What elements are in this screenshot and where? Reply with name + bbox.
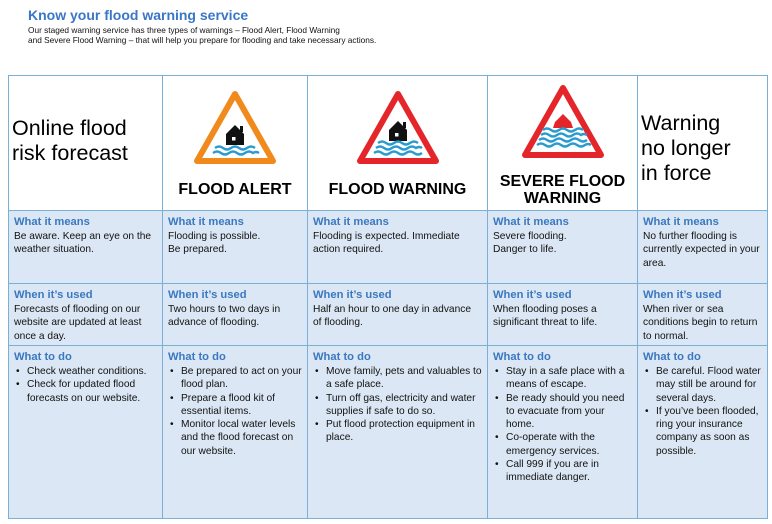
section-title: When it’s used <box>313 289 392 301</box>
flood-alert-icon <box>193 90 277 166</box>
no-longer-line-1: Warning <box>641 111 721 135</box>
list-item: • Be prepared to act on your flood plan. <box>168 365 302 392</box>
flood-warning-icon <box>356 90 440 166</box>
flood-warning-label: FLOOD WARNING <box>328 181 467 198</box>
header-severe-flood-warning <box>488 76 638 211</box>
no-longer-heading <box>641 111 731 186</box>
header-flood-warning <box>308 76 488 211</box>
list-item: • Call 999 if you are in immediate danger. <box>493 458 632 485</box>
list-item: • Monitor local water levels and the flood forecast on our website. <box>168 418 302 458</box>
list-item: • Turn off gas, electricity and water supplies if safe to do so. <box>313 392 482 419</box>
todo-severe-flood-warning <box>488 346 638 518</box>
list-item: • If you’ve been flooded, ring your insurance company as soon as possible. <box>643 405 762 458</box>
severe-label-line-1: SEVERE FLOOD <box>499 173 626 190</box>
online-forecast-line-2: risk forecast <box>12 141 128 165</box>
means-severe-flood-warning <box>488 211 638 284</box>
used-severe-flood-warning <box>488 284 638 346</box>
page-title: Know your flood warning service <box>28 7 249 23</box>
list-item: • Be ready should you need to evacuate from your home. <box>493 392 632 432</box>
section-title: What to do <box>493 351 551 363</box>
section-title: When it’s used <box>168 289 247 301</box>
section-title: What to do <box>168 351 226 363</box>
means-online-forecast <box>9 211 163 284</box>
list-item: • Check for updated flood forecasts on our website. <box>14 378 157 405</box>
todo-list <box>643 365 762 458</box>
header-flood-alert <box>163 76 308 211</box>
no-longer-line-2: no longer <box>641 136 731 160</box>
todo-flood-warning <box>308 346 488 518</box>
section-title: What to do <box>313 351 371 363</box>
section-title: What to do <box>643 351 701 363</box>
used-flood-alert <box>163 284 308 346</box>
flood-warning-table <box>8 75 768 519</box>
severe-flood-warning-icon <box>521 84 605 160</box>
intro-line-1: Our staged warning service has three types of warnings – Flood Alert, Flood Warning <box>28 25 340 35</box>
no-longer-line-3: in force <box>641 161 712 185</box>
section-title: What it means <box>313 216 389 228</box>
list-item: • Prepare a flood kit of essential items. <box>168 392 302 419</box>
section-text: No further flooding is currently expected in your area. <box>643 231 760 269</box>
header-online-forecast <box>9 76 163 211</box>
section-title: What it means <box>168 216 244 228</box>
means-no-longer-in-force <box>638 211 767 284</box>
section-text: Two hours to two days in advance of flooding. <box>168 304 281 329</box>
list-item: • Move family, pets and valuables to a safe place. <box>313 365 482 392</box>
intro-text <box>28 25 376 45</box>
means-flood-alert <box>163 211 308 284</box>
intro-line-2: and Severe Flood Warning – that will help you prepare for flooding and take necessary actions. <box>28 35 377 45</box>
section-text: Half an hour to one day in advance of flooding. <box>313 304 472 329</box>
todo-no-longer-in-force <box>638 346 767 518</box>
section-title: What it means <box>493 216 569 228</box>
section-title: What to do <box>14 351 72 363</box>
section-text: Flooding is expected. Immediate action required. <box>313 231 460 256</box>
severe-label-line-2: WARNING <box>523 190 602 207</box>
list-item: • Put flood protection equipment in place. <box>313 418 482 445</box>
section-title: What it means <box>643 216 719 228</box>
list-item: • Co-operate with the emergency services. <box>493 431 632 458</box>
section-text: When river or sea conditions begin to return to normal. <box>643 304 758 342</box>
section-title: When it’s used <box>493 289 572 301</box>
used-online-forecast <box>9 284 163 346</box>
online-forecast-line-1: Online flood <box>12 116 127 140</box>
list-item: • Be careful. Flood water may still be around for several days. <box>643 365 762 405</box>
todo-list <box>313 365 482 445</box>
list-item: • Stay in a safe place with a means of escape. <box>493 365 632 392</box>
todo-list <box>493 365 632 485</box>
section-text: Flooding is possible. Be prepared. <box>168 231 261 256</box>
online-forecast-heading <box>12 116 128 166</box>
used-flood-warning <box>308 284 488 346</box>
todo-list <box>168 365 302 458</box>
means-flood-warning <box>308 211 488 284</box>
header-warning-no-longer-in-force <box>638 76 767 211</box>
section-text: When flooding poses a significant threat to life. <box>493 304 598 329</box>
list-item: • Check weather conditions. <box>14 365 157 378</box>
severe-flood-warning-label <box>488 173 637 207</box>
todo-online-forecast <box>9 346 163 518</box>
todo-flood-alert <box>163 346 308 518</box>
flood-alert-label: FLOOD ALERT <box>178 181 292 198</box>
section-title: When it’s used <box>643 289 722 301</box>
section-text: Be aware. Keep an eye on the weather situation. <box>14 231 152 256</box>
section-text: Forecasts of flooding on our website are updated at least once a day. <box>14 304 142 342</box>
section-text: Severe flooding. Danger to life. <box>493 231 567 256</box>
section-title: When it’s used <box>14 289 93 301</box>
used-no-longer-in-force <box>638 284 767 346</box>
todo-list <box>14 365 157 405</box>
section-title: What it means <box>14 216 90 228</box>
